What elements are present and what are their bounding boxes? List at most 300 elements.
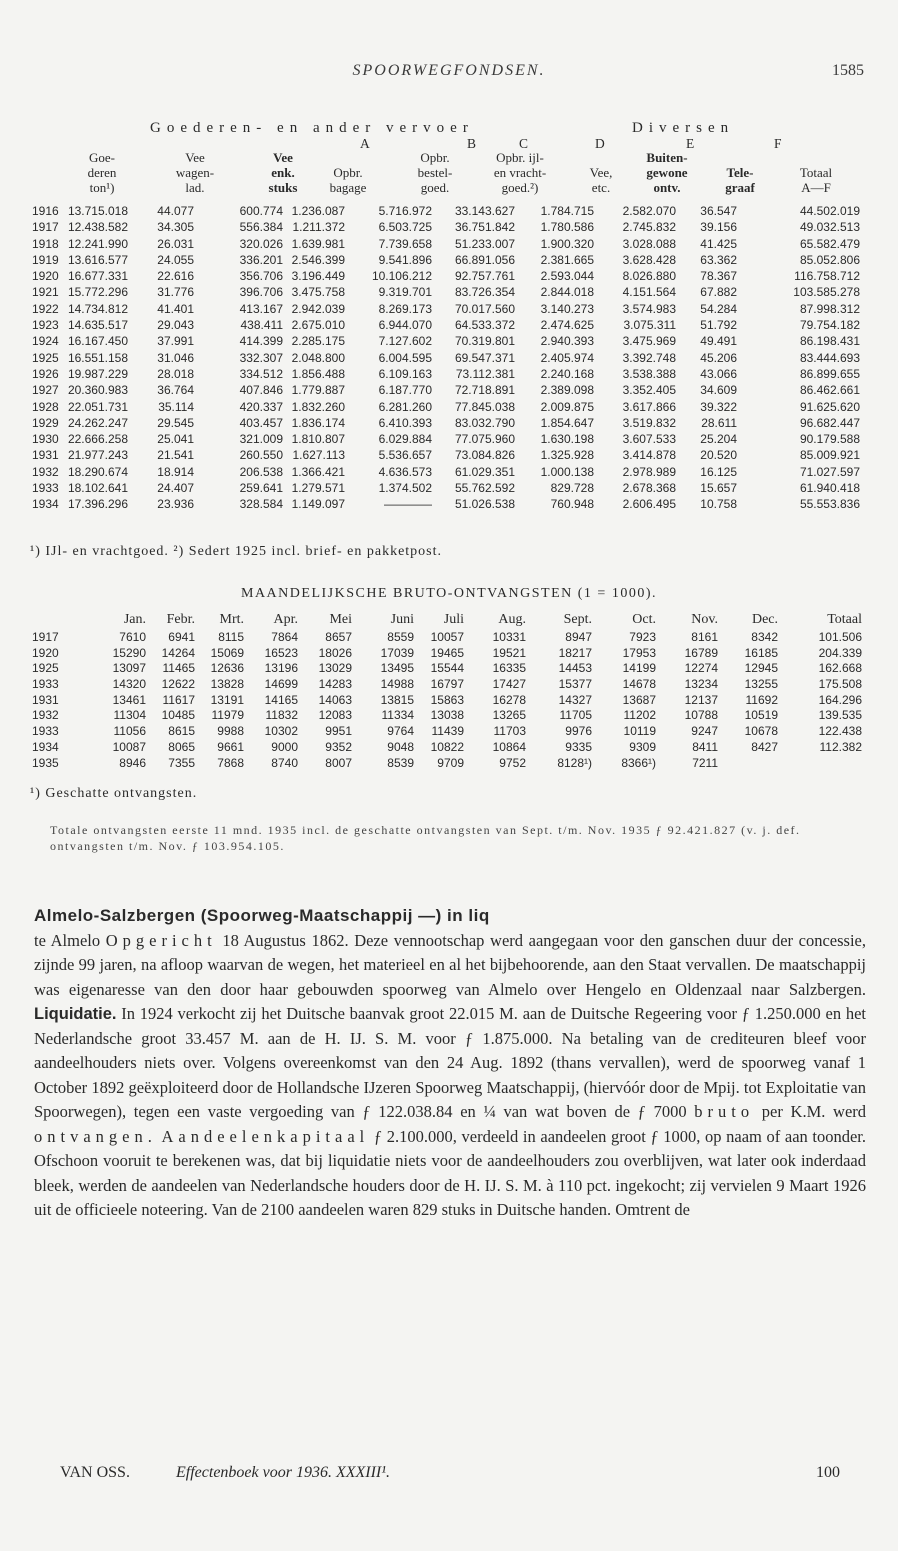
table-cell: 11832 — [265, 708, 298, 723]
table-cell: 41.401 — [157, 301, 194, 316]
table1-column-header: Vee enk. stuks — [268, 150, 298, 195]
table-cell: 39.156 — [700, 220, 737, 235]
table-cell: 13.715.018 — [67, 204, 128, 218]
table-cell: 9764 — [387, 724, 414, 739]
table-cell: 34.609 — [700, 383, 737, 398]
table-cell: 2.240.168 — [540, 366, 594, 381]
table-cell: 14988 — [380, 677, 414, 692]
table-cell: 12945 — [744, 661, 778, 676]
table-cell: 29.043 — [157, 318, 194, 333]
table-cell: 14.635.517 — [67, 318, 128, 333]
table-cell: 175.508 — [818, 677, 862, 692]
table1-group-left: Goederen- en ander vervoer — [150, 120, 474, 136]
table-row — [0, 677, 898, 693]
table-cell: 13461 — [112, 692, 146, 707]
table-cell: 24.407 — [157, 481, 194, 496]
table-cell: 6.029.884 — [378, 432, 432, 447]
table1-column-header: Vee wagen- lad. — [175, 150, 215, 195]
table-cell: 14264 — [161, 645, 195, 660]
table-row — [0, 367, 898, 383]
table-row — [0, 740, 898, 756]
table-row — [0, 756, 898, 772]
table-row — [0, 334, 898, 350]
table-cell: 16789 — [684, 645, 718, 660]
table-cell: 2.474.625 — [540, 318, 594, 333]
table-cell: 8.026.880 — [622, 269, 676, 284]
table-cell: 9976 — [565, 724, 592, 739]
table-cell: 61.940.418 — [799, 481, 860, 496]
table-cell: 8161 — [691, 630, 718, 644]
table-cell: 260.550 — [239, 448, 283, 463]
table-cell: 1.149.097 — [291, 497, 345, 512]
table-row — [0, 416, 898, 432]
article-text: per K.M. werd — [761, 1102, 867, 1121]
table-cell: 3.392.748 — [622, 350, 676, 365]
row-year: 1935 — [32, 755, 59, 770]
table-cell: 4.151.564 — [622, 285, 676, 300]
table-cell: 3.140.273 — [540, 301, 594, 316]
table-cell: 8007 — [325, 755, 352, 770]
table-cell: 17039 — [380, 645, 414, 660]
table-cell: 13255 — [744, 677, 778, 692]
table-row — [0, 646, 898, 662]
table-row — [0, 432, 898, 448]
row-year: 1917 — [32, 630, 59, 644]
table-cell: 70.017.560 — [454, 301, 515, 316]
table-cell: 73.084.826 — [454, 448, 515, 463]
table-cell: 44.502.019 — [799, 204, 860, 218]
table-cell: 8115 — [218, 630, 244, 644]
table-cell: 55.553.836 — [799, 497, 860, 512]
table-cell: 96.682.447 — [799, 415, 860, 430]
month-header: Mrt. — [219, 612, 244, 627]
table-cell: 66.891.056 — [454, 252, 515, 267]
table1-letter: A — [360, 136, 370, 151]
table-cell: 22.051.731 — [67, 399, 128, 414]
table-cell: 16185 — [744, 645, 778, 660]
table-cell: 396.706 — [239, 285, 283, 300]
article-text-spaced: bruto — [694, 1102, 755, 1121]
table-cell: 9247 — [691, 724, 718, 739]
table-cell: 10302 — [264, 724, 298, 739]
table-cell: 3.617.866 — [622, 399, 676, 414]
table-cell: 70.319.801 — [454, 334, 515, 349]
table-cell: 9951 — [325, 724, 352, 739]
table1-column-header: Opbr. bestel- goed. — [417, 150, 453, 195]
table-row — [0, 220, 898, 236]
table-cell: 9752 — [499, 755, 526, 770]
table-cell: 8946 — [119, 755, 146, 770]
table-cell: 1.854.647 — [540, 415, 594, 430]
table-cell: 29.545 — [157, 415, 194, 430]
table-cell: 16.677.331 — [67, 269, 128, 284]
table-cell: 9000 — [271, 739, 298, 754]
table-cell: 320.026 — [239, 236, 283, 251]
table-cell: 1.000.138 — [540, 464, 594, 479]
row-year: 1922 — [32, 301, 59, 316]
table-cell: 1.856.488 — [291, 366, 345, 381]
table-cell: 2.389.098 — [540, 383, 594, 398]
table-cell: 6.503.725 — [378, 220, 432, 235]
table-cell: 16.551.158 — [67, 350, 128, 365]
table-cell: 10678 — [744, 724, 778, 739]
table-row — [0, 661, 898, 677]
article-text: ƒ 2.100.000, verdeeld in aandeelen groot ƒ 1000, op naam of aan toonder. Ofschoon vooruit te berekenen was, dat bij liquidatie niets voor de aandeelhouders zou overblijven, wat later ook inderdaad bleek, werden de aandeelen van Nederlandsche houders door de H. IJ. S. M. à 110 pct. ingekocht; zij vervielen 9 Maart 1926 uit de officieele noteering. Van de 2100 aandeelen waren 829 stuks in Duitsche handen. Omtrent de — [34, 1126, 867, 1219]
table-cell: 2.048.800 — [291, 350, 345, 365]
table-cell: 31.776 — [157, 285, 194, 300]
table-cell: 9709 — [437, 755, 464, 770]
table-row — [0, 724, 898, 740]
table-cell: 10788 — [684, 708, 718, 723]
table1-column-header: Tele- graaf — [725, 165, 755, 195]
table-cell: 16278 — [492, 692, 526, 707]
table-cell: 90.179.588 — [799, 432, 860, 447]
article-text: In 1924 verkocht zij het Duitsche baanvak groot 22.015 M. aan de Duitsche Regeering voor ƒ 1.250.000 en het Nederlandsche groot 33.457 M. aan de H. IJ. S. M. voor ƒ 1.875.000. Na betaling van de crediteuren bleef voor aandeelhouders niets over. Volgens overeenkomst van den 24 Aug. 1892 (thans vervallen), werd de spoorweg vanaf 1 October 1892 geëxploiteerd door de Hollandsche IJzeren Spoorweg Maatschappij, (hiervóór door de Mpij. tot Exploitatie van Spoorwegen), tegen een vaste vergoeding van ƒ 122.038.84 en ¼ van wat boven de ƒ 7000 — [34, 1004, 867, 1121]
table-cell: 13815 — [380, 692, 414, 707]
table-cell: 438.411 — [240, 318, 283, 333]
table-cell: 8065 — [168, 739, 195, 754]
table-cell: 15069 — [210, 645, 244, 660]
table-cell: 2.285.175 — [291, 334, 345, 349]
table-cell: 41.425 — [700, 236, 737, 251]
table-cell: 11979 — [211, 708, 244, 723]
table-row — [0, 269, 898, 285]
table-cell: 8947 — [565, 630, 592, 644]
article-liquidatie-label: Liquidatie. — [34, 1005, 117, 1023]
row-year: 1934 — [32, 739, 59, 754]
table-cell: 18.290.674 — [67, 464, 128, 479]
table-cell: 2.940.393 — [540, 334, 594, 349]
header-title: SPOORWEGFONDSEN. — [352, 62, 546, 79]
table-cell: 13495 — [380, 661, 414, 676]
table-row — [0, 253, 898, 269]
table-row — [0, 285, 898, 301]
table-cell: 14320 — [112, 677, 146, 692]
table-row — [0, 302, 898, 318]
row-year: 1928 — [32, 399, 59, 414]
table-cell: 13196 — [264, 661, 298, 676]
table2-footnote: ¹) Geschatte ontvangsten. — [30, 786, 198, 801]
table-cell: 11703 — [493, 724, 526, 739]
table-cell: 64.533.372 — [454, 318, 515, 333]
table-cell: 12083 — [318, 708, 352, 723]
table-row — [0, 693, 898, 709]
article-text: 18 Augustus 1862. Deze vennootschap werd aangegaan voor den ganschen duur der concessie, zijnde 99 jaren, na afloop waarvan de wegen, het materieel en al het bijbehoorende, aan den Staat vervallen. De maatschappij was eigenaresse van den door haar gebouwden spoorweg van Almelo over Hengelo en Oldenzaal naar Salzbergen. — [34, 930, 867, 999]
table-cell: 15.772.296 — [67, 285, 128, 300]
table-cell: 13097 — [112, 661, 146, 676]
table-cell: 1.639.981 — [291, 236, 345, 251]
table-cell: 103.585.278 — [793, 285, 860, 300]
table-cell: 14165 — [264, 692, 298, 707]
table-cell: 49.032.513 — [799, 220, 860, 235]
table-cell: 14699 — [264, 677, 298, 692]
table-cell: 16797 — [430, 677, 464, 692]
table-cell: 24.055 — [157, 252, 194, 267]
table-cell: 63.362 — [700, 252, 737, 267]
table-cell: 1.279.571 — [291, 481, 345, 496]
table-cell: 829.728 — [550, 481, 594, 496]
table1-body — [0, 204, 898, 514]
table1-letter: B — [467, 136, 477, 151]
table-row — [0, 237, 898, 253]
table-cell: 22.616 — [157, 269, 194, 284]
row-year: 1934 — [32, 497, 59, 512]
row-year: 1926 — [32, 366, 59, 381]
table-cell: 8615 — [168, 724, 195, 739]
table-cell: 17953 — [622, 645, 656, 660]
table-cell: 10485 — [161, 708, 195, 723]
table-cell: 164.296 — [818, 692, 862, 707]
table-cell: 204.339 — [818, 645, 862, 660]
table-cell: 9352 — [325, 739, 352, 754]
table-cell: 83.032.790 — [454, 415, 515, 430]
month-header: Oct. — [632, 612, 656, 627]
table-cell: 8366¹) — [621, 755, 656, 770]
table-cell: 14678 — [622, 677, 656, 692]
table-cell: 2.546.399 — [291, 252, 345, 267]
table-cell: 25.204 — [700, 432, 737, 447]
table-cell: 6.410.393 — [378, 415, 432, 430]
table-cell: 36.751.842 — [454, 220, 515, 235]
table-cell: 13687 — [622, 692, 656, 707]
table-cell: 8740 — [271, 755, 298, 770]
table-cell: 18217 — [558, 645, 592, 660]
table-cell: 14.734.812 — [67, 301, 128, 316]
table-cell: 2.844.018 — [540, 285, 594, 300]
table-cell: 2.675.010 — [291, 318, 345, 333]
row-year: 1933 — [32, 677, 59, 692]
table-cell: 43.066 — [700, 366, 737, 381]
table-cell: 12636 — [210, 661, 244, 676]
table1-column-header: Totaal A—F — [799, 165, 833, 195]
table-cell: 3.628.428 — [622, 252, 676, 267]
table-cell: 2.593.044 — [540, 269, 594, 284]
month-header: Febr. — [166, 612, 195, 627]
table-cell: 1.236.087 — [291, 204, 345, 218]
table-cell: 403.457 — [239, 415, 283, 430]
table-cell: 49.491 — [700, 334, 737, 349]
table-cell: 1.211.372 — [292, 220, 345, 235]
table2-title: MAANDELIJKSCHE BRUTO-ONTVANGSTEN (1 = 1000). — [241, 586, 657, 601]
table-cell: 14283 — [318, 677, 352, 692]
table-cell: 3.075.311 — [623, 318, 676, 333]
table-cell: 1.779.887 — [291, 383, 345, 398]
table-cell: 11334 — [381, 708, 414, 723]
table-row — [0, 204, 898, 220]
table-cell: 17427 — [492, 677, 526, 692]
table1-column-header: Buiten- gewone ontv. — [646, 150, 688, 195]
table-cell: 356.706 — [239, 269, 283, 284]
header-page-number: 1585 — [832, 62, 864, 79]
table-cell: 12.438.582 — [67, 220, 128, 235]
month-header: Dec. — [751, 612, 778, 627]
table-cell: 2.009.875 — [540, 399, 594, 414]
table-cell: 86.899.655 — [799, 366, 860, 381]
table-cell: 14327 — [558, 692, 592, 707]
table-cell: 2.405.974 — [540, 350, 594, 365]
table-cell: 79.754.182 — [799, 318, 860, 333]
table-cell: 18.914 — [157, 464, 194, 479]
table-cell: 67.882 — [700, 285, 737, 300]
table-cell: 1.325.928 — [540, 448, 594, 463]
table-cell: 13234 — [684, 677, 718, 692]
table-cell: 556.384 — [239, 220, 283, 235]
running-header — [0, 62, 898, 86]
table-cell: 21.541 — [157, 448, 194, 463]
table-cell: 407.846 — [239, 383, 283, 398]
table-cell: 1.374.502 — [378, 481, 432, 496]
row-year: 1927 — [32, 383, 59, 398]
table-cell: 14199 — [622, 661, 656, 676]
article-text: te Almelo — [34, 930, 101, 950]
table-cell: 22.666.258 — [67, 432, 128, 447]
table-cell: 2.942.039 — [291, 301, 345, 316]
table-cell: 86.198.431 — [799, 334, 860, 349]
table-cell: 2.582.070 — [622, 204, 676, 218]
table-cell: 16.125 — [700, 464, 737, 479]
table-cell: 1.784.715 — [540, 204, 594, 218]
table-cell: 2.381.665 — [540, 252, 594, 267]
row-year: 1921 — [32, 285, 59, 300]
table-cell: 34.305 — [157, 220, 194, 235]
table-cell: 10331 — [492, 630, 526, 644]
table-cell: 12137 — [684, 692, 718, 707]
table-cell: 11692 — [745, 692, 778, 707]
table-cell: 25.041 — [157, 432, 194, 447]
table1-letter: E — [686, 136, 695, 151]
table-cell: 1.836.174 — [291, 415, 345, 430]
table-cell: 3.352.405 — [622, 383, 676, 398]
article-text-spaced: ontvangen. — [34, 1126, 157, 1146]
table-cell: 2.978.989 — [622, 464, 676, 479]
row-year: 1929 — [32, 415, 59, 430]
table-cell: 8.269.173 — [378, 301, 432, 316]
table-cell: 8342 — [751, 630, 778, 644]
month-header: Mei — [329, 612, 352, 627]
table-cell: 8128¹) — [557, 755, 592, 770]
row-year: 1925 — [32, 350, 59, 365]
table-cell: 26.031 — [157, 236, 194, 251]
table1-column-header: Opbr. bagage — [329, 165, 367, 195]
table-cell: 12.241.990 — [67, 236, 128, 251]
table-cell: 6.004.595 — [378, 350, 432, 365]
table-cell: 9.541.896 — [378, 252, 432, 267]
table-row — [0, 383, 898, 399]
table-cell: 33.143.627 — [454, 204, 515, 218]
table-cell: 7868 — [217, 755, 244, 770]
table-row — [0, 465, 898, 481]
row-year: 1924 — [32, 334, 59, 349]
table-cell: 332.307 — [239, 350, 283, 365]
table-cell: 2.606.495 — [622, 497, 676, 512]
table-cell: 328.584 — [239, 497, 283, 512]
table-cell: 15377 — [558, 677, 592, 692]
table-cell: 15.657 — [700, 481, 737, 496]
table-cell: 17.396.296 — [67, 497, 128, 512]
table-cell: 87.998.312 — [799, 301, 860, 316]
table-cell: 6.187.770 — [378, 383, 432, 398]
table-cell: 7.739.658 — [378, 236, 432, 251]
table-cell: 10.758 — [700, 497, 737, 512]
table1-letter: F — [774, 136, 782, 151]
table-cell: 78.367 — [700, 269, 737, 284]
table-cell: 334.512 — [239, 366, 283, 381]
table-cell: 2.745.832 — [622, 220, 676, 235]
table-cell: 336.201 — [239, 252, 283, 267]
row-year: 1916 — [32, 204, 59, 218]
table-row — [0, 630, 898, 646]
table-cell: 7923 — [629, 630, 656, 644]
table-cell: 10822 — [430, 739, 464, 754]
table-cell: ———— — [384, 497, 432, 512]
table-cell: 3.414.878 — [622, 448, 676, 463]
table-cell: 61.029.351 — [454, 464, 515, 479]
footer-right: 100 — [816, 1464, 840, 1481]
table-cell: 18.102.641 — [67, 481, 128, 496]
table-cell: 5.536.657 — [378, 448, 432, 463]
table-cell: 28.611 — [701, 415, 737, 430]
table-cell: 3.475.758 — [291, 285, 345, 300]
table-cell: 10119 — [623, 724, 656, 739]
table-cell: 10057 — [430, 630, 464, 644]
table-cell: 65.582.479 — [799, 236, 860, 251]
article-text-spaced: Aandeelenkapitaal — [161, 1126, 370, 1146]
table-row — [0, 318, 898, 334]
table-cell: 18026 — [318, 645, 352, 660]
table-cell: 19.987.229 — [67, 366, 128, 381]
table-cell: 600.774 — [239, 204, 283, 218]
table-cell: 3.475.969 — [622, 334, 676, 349]
table-cell: 83.726.354 — [454, 285, 515, 300]
table-cell: 116.758.712 — [794, 269, 860, 284]
table-row — [0, 708, 898, 724]
table-cell: 54.284 — [700, 301, 737, 316]
table-cell: 23.936 — [157, 497, 194, 512]
table-cell: 21.977.243 — [67, 448, 128, 463]
table-cell: 36.764 — [157, 383, 194, 398]
table-row — [0, 351, 898, 367]
table-cell: 55.762.592 — [454, 481, 515, 496]
month-header: Sept. — [563, 612, 592, 627]
month-header: Juli — [443, 612, 464, 627]
table-cell: 4.636.573 — [378, 464, 432, 479]
table-cell: 45.206 — [700, 350, 737, 365]
table-cell: 1.627.113 — [292, 448, 345, 463]
table-cell: 413.167 — [239, 301, 283, 316]
table-cell: 3.028.088 — [622, 236, 676, 251]
table1-footnote: ¹) IJl- en vrachtgoed. ²) Sedert 1925 incl. brief- en pakketpost. — [30, 544, 443, 559]
table-cell: 16523 — [264, 645, 298, 660]
table-cell: 11439 — [431, 724, 464, 739]
table-row — [0, 400, 898, 416]
table-cell: 28.018 — [157, 366, 194, 381]
table-cell: 86.462.661 — [799, 383, 860, 398]
table-cell: 69.547.371 — [454, 350, 515, 365]
table-cell: 92.757.761 — [454, 269, 515, 284]
table-cell: 3.538.388 — [622, 366, 676, 381]
table-cell: 14453 — [558, 661, 592, 676]
table-cell: 91.625.620 — [799, 399, 860, 414]
table-cell: 77.845.038 — [454, 399, 515, 414]
table-cell: 37.991 — [157, 334, 194, 349]
table-cell: 1.900.320 — [540, 236, 594, 251]
table-cell: 51.026.538 — [454, 497, 515, 512]
table-cell: 112.382 — [819, 739, 862, 754]
table-cell: 77.075.960 — [454, 432, 515, 447]
row-year: 1917 — [32, 220, 59, 235]
table-cell: 9.319.701 — [378, 285, 432, 300]
table-cell: 24.262.247 — [67, 415, 128, 430]
